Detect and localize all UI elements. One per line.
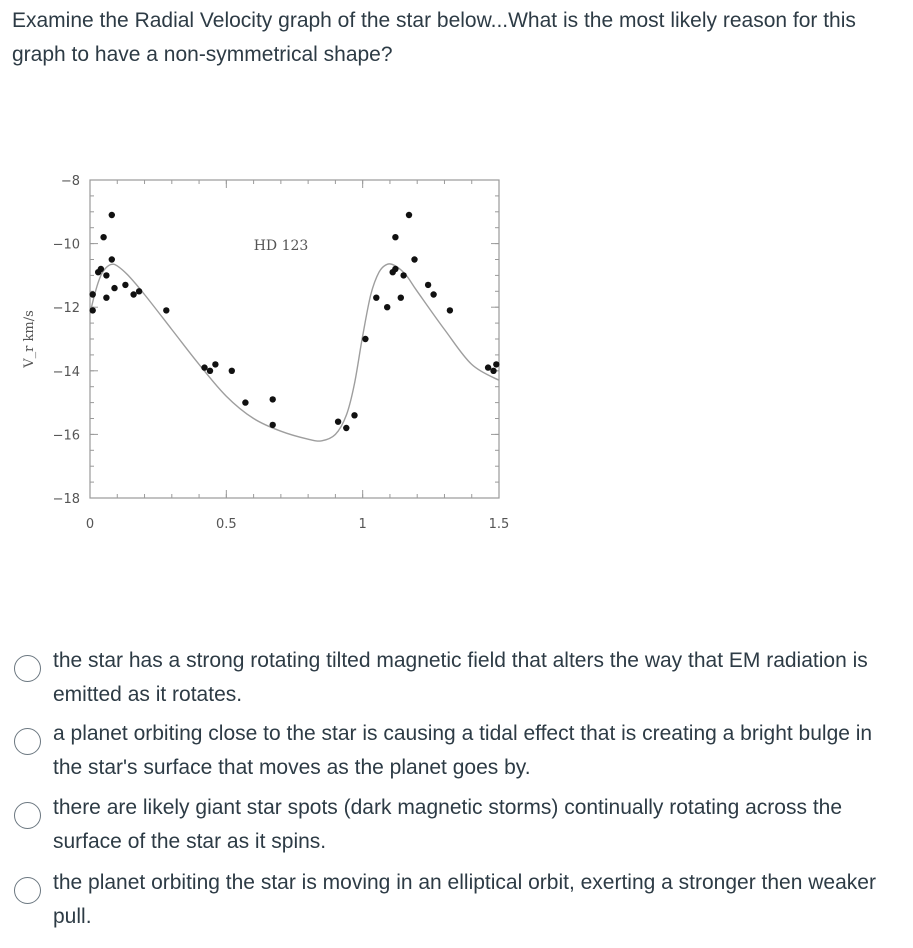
data-point [343, 425, 349, 431]
data-point [351, 412, 357, 418]
chart-title: HD 123 [253, 238, 309, 254]
data-point [490, 368, 496, 374]
data-point [430, 291, 436, 297]
question-text: Examine the Radial Velocity graph of the star below...What is the most likely reason for this graph to have a non-symmetrical shape? [12, 9, 856, 66]
major-ticks [90, 180, 499, 498]
answer-label: the planet orbiting the star is moving in an elliptical orbit, exerting a stronger then weaker pull. [53, 871, 876, 928]
radio-button[interactable] [14, 802, 41, 829]
answer-label: the star has a strong rotating tilted magnetic field that alters the way that EM radiation is emitted as it rotates. [53, 649, 868, 706]
data-point [373, 295, 379, 301]
data-point [411, 256, 417, 262]
data-point [98, 266, 104, 272]
data-point [207, 368, 213, 374]
radio-button[interactable] [14, 655, 41, 682]
data-point [103, 295, 109, 301]
data-point [392, 234, 398, 240]
y-axis-label: V_r km/s [22, 310, 37, 368]
data-point [270, 422, 276, 428]
data-point [398, 295, 404, 301]
data-point [270, 396, 276, 402]
data-point [362, 336, 368, 342]
data-point [111, 285, 117, 291]
answer-label: a planet orbiting close to the star is causing a tidal effect that is creating a bright bulge in the star's surface that moves as the planet goes by. [53, 722, 873, 779]
radio-button[interactable] [14, 877, 41, 904]
x-tick-label: 1 [358, 517, 367, 532]
y-tick-label: −18 [52, 492, 80, 507]
orbit-fit-curve [90, 264, 499, 441]
data-point [406, 212, 412, 218]
y-tick-label: −12 [52, 301, 80, 317]
y-tick-labels [53, 174, 80, 507]
data-point [229, 368, 235, 374]
answer-label: there are likely giant star spots (dark magnetic storms) continually rotating across the surface of the star as it spins. [53, 796, 843, 853]
data-point [109, 212, 115, 218]
data-point [485, 364, 491, 370]
radio-button[interactable] [14, 728, 41, 755]
data-point [447, 307, 453, 313]
data-point [109, 256, 115, 262]
x-tick-labels [86, 517, 509, 532]
x-tick-label: 1.5 [488, 517, 510, 532]
data-point [122, 282, 128, 288]
data-point [335, 419, 341, 425]
data-point [384, 304, 390, 310]
y-tick-label: −10 [52, 237, 80, 253]
data-point [493, 361, 499, 367]
data-point [103, 272, 109, 278]
data-point [90, 291, 96, 297]
data-point [242, 399, 248, 405]
data-point [392, 266, 398, 272]
y-tick-label: −14 [52, 364, 80, 380]
data-point [90, 307, 96, 313]
y-tick-label: −8 [60, 174, 80, 189]
data-point [400, 272, 406, 278]
x-tick-label: 0 [85, 517, 95, 532]
data-point [100, 234, 106, 240]
data-point [136, 288, 142, 294]
data-point [163, 307, 169, 313]
plot-frame [90, 180, 499, 498]
data-point [212, 361, 218, 367]
y-tick-label: −16 [52, 428, 80, 444]
x-tick-label: 0.5 [215, 517, 237, 532]
data-point [201, 364, 207, 370]
data-point [130, 291, 136, 297]
data-point [425, 282, 431, 288]
minor-ticks [90, 180, 499, 498]
